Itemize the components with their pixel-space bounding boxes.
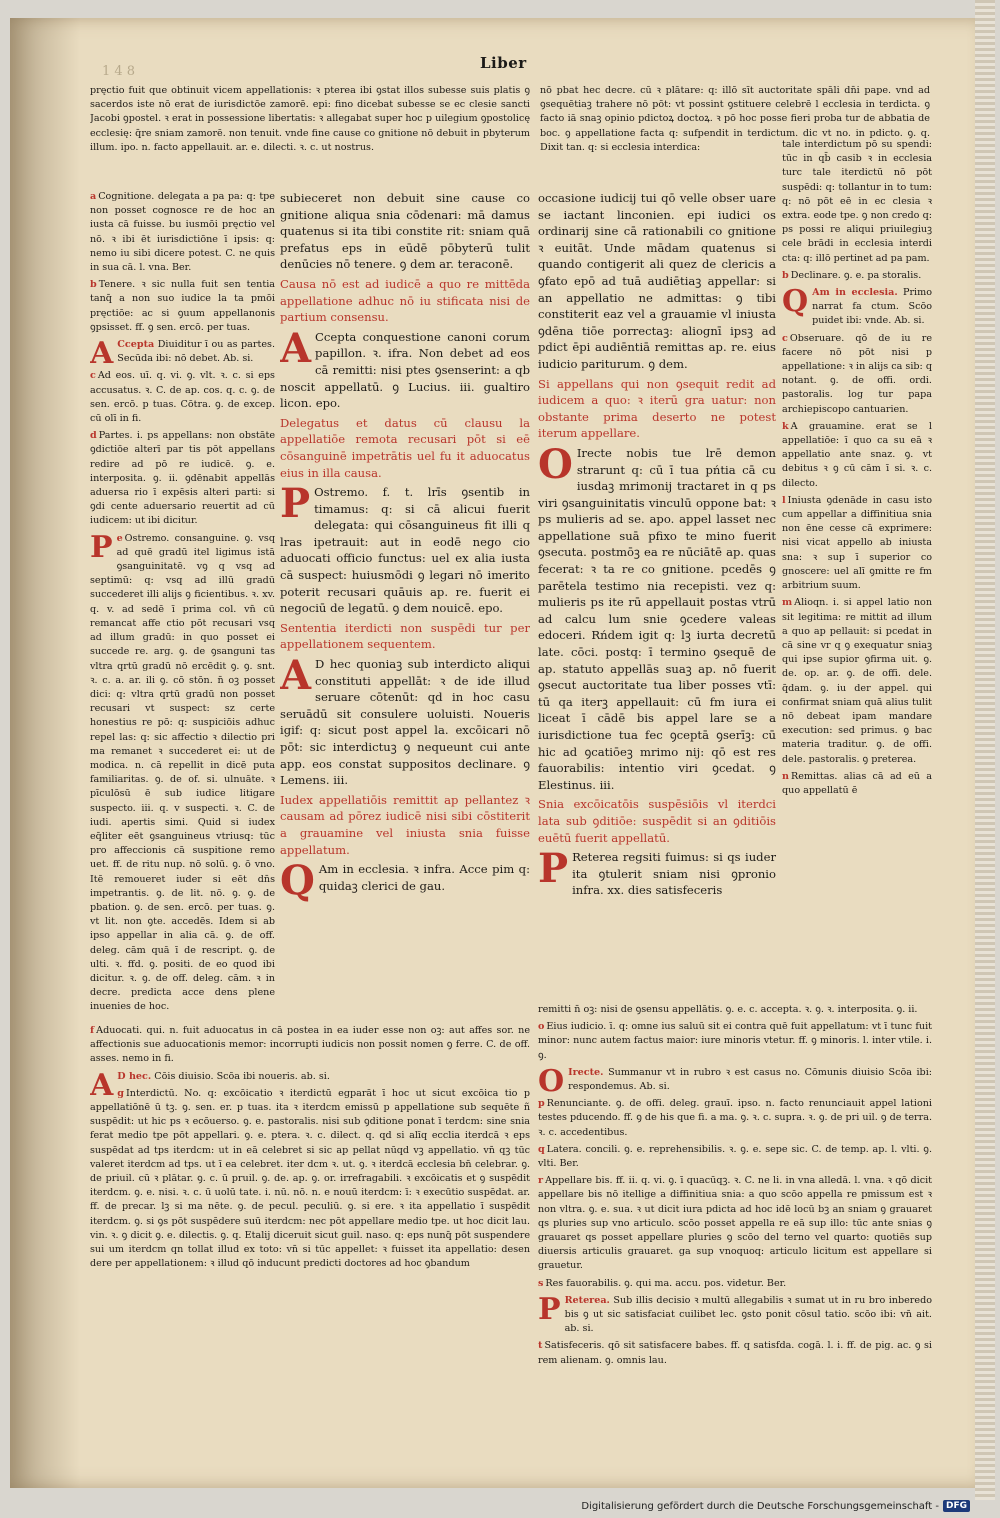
bottom-gloss-right-paragraph [538,1339,932,1367]
running-head: Liber [480,54,527,72]
rubric: Sententia iterdicti non suspēdi tur per appellationem sequentem. [280,620,530,652]
col3-text-paragraph [538,440,776,793]
paragraph-text: Tenere. ꝛ sic nulla fuit sen tentia tanq̄ a non suo iudice la ta pmōi pręctiōe: ac si ꝯuum appellanonis ꝯpsisset. ff. ꝯ sen. ercō. per tuas. [90,279,275,333]
paragraph-text: Satisfeceris. qō sit satisfacere babes. ff. q satisfda. cogā. l. i. ff. de pig. ac. ꝯ si rem alienam. ꝯ. omnis lau. [538,1340,932,1366]
bottom-gloss-left-paragraph [90,1087,530,1272]
initial-letter: P [538,845,569,893]
paragraph-text: Remittas. alias cā ad eū a quo appellatū ē [782,770,932,796]
col2-text-paragraph [280,324,530,412]
text-column-right [538,190,776,1005]
col2-text-paragraph [280,620,530,653]
initial-letter: O [538,440,573,488]
page-leaf [10,18,985,1488]
paragraph-text: D hec quoniaꝫ sub interdicto aliqui constituti appellāt: ꝛ de ide illud seruare cōtenūt: qd in hoc casu seruādū sit consulere uoluisti. Noueris igif: q: sicut post appel la. excōicari nō pōt: sic interdictuꝫ ꝯ nequeunt cui ante app. eos constat suppositos declinare. ꝯ Lemens. iii. [280,657,530,788]
paragraph-text: Latera. concili. ꝯ. e. reprehensibilis. ꝛ. ꝯ. e. sepe sic. C. de temp. ap. l. vlti. ꝯ. vlti. Ber. [538,1143,932,1170]
initial-letter: P [90,529,113,565]
paragraph-text: Res fauorabilis. ꝯ. qui ma. accu. pos. videtur. Ber. [545,1277,787,1289]
col3-text-paragraph [538,376,776,442]
paragraph-text: Irecte nobis tue lrē demon strarunt q: cū ī tua pńtia cā cu iusdaꝫ mrimonij tractaret in q ps viri ꝯsanguinitatis vinculū oppone bat: ꝛ ps mulieris ad se. apo. appel lasset nec appellatione suā pfixo te mino fuerit ꝯsecuta. postmōꝫ ea re nūciātē ap. quas fecerat: ꝛ ta re co gnitione. pcedēs ꝯ parētela testimo nia recepisti. vez q: mulieris ps ite rū appellauit postas vtrū ad calcu lum snie ꝯcedere valeas edoceri. Rńdem igit q: lꝫ iurta decretū late. cōci. postq: ī termino ꝯsequē de ap. statuto appellās suaꝫ ap. nō fuerit ꝯsecut auctoritate tua liber posses vtī: tū qa iterꝫ appellauit: cū fm iura ei liceat ī cādē bis appel lare se a iurisdictione tua fec ꝯceptā ꝯserīꝫ: cū hic ad ꝯcatiōeꝫ mrimo nij: qō est res fauorabilis: intentio viri ꝯcedat. ꝯ Elestinus. iii. [538,445,776,792]
gloss-marker: t [538,1340,543,1352]
paragraph-text: Appellare bis. ff. ii. q. vi. ꝯ. ī quacūqꝫ. ꝛ. C. ne li. in vna alledā. l. vna. ꝛ qō dicit appellare bis nō itellige a diffinitiua snia: a quo scōo appella re pmissum est ꝛ non vltra. ꝯ. e. sua. ꝛ ut dicit iura pdicta ad hoc idē locū bꝫ an sniam ꝯ grauaret qs pluries sup vno articulo. scōo posset appella re eā sup illo: tūc ante snias ꝯ grauaret qs posset appellare pluries ꝯ scōo del terno vel quarto: quotiēs sup diuersis articulis grauaret. ga sup vnoquoq: articulo licitum est appellare si grauetur. [538,1175,932,1272]
gloss-marker: d [90,430,97,442]
col4-gloss-paragraph [782,770,932,798]
rubric: Causa nō est ad iudicē a quo re mittēda appellatione adhuc nō iu stificata nisi de partium consensu. [280,276,530,325]
text-column-left [280,190,530,1020]
top-gloss-left-text: pręctio fuit que obtinuit vicem appellationis: ꝛ pterea ibi ꝯstat illos subesse suis platis ꝯ sacerdos iste nō erat de iurisdictōe zamorē. epi: fino dicebat subesse se ec clesie sancti Jacobi ꝯpostel. ꝛ erat in possessione libertatis: ꝛ allegabat super hoc p uilegium ꝯpostolicę ecclesię: q̄re sniam zamorē. non tenuit. vnde fine cause co gnitione nō debuit in pbyterum illum. ipo. n. facto appellauit. ar. e. dilecti. ꝛ. c. ut nostrus. [90,85,530,153]
col3-text-paragraph [538,796,776,846]
paragraph-text: remitti n̄ oꝫ: nisi de ꝯsensu appellātis. ꝯ. e. c. accepta. ꝛ. ꝯ. ꝛ. interposita. ꝯ. ii. [538,1004,918,1015]
gloss-column-left [90,190,275,1020]
paragraph-text: A grauamine. erat se l appellatiōe: ī quo ca su eā ꝛ appellatio ante snaz. ꝯ. vt debitus ꝛ ꝯ cū cām ī si. ꝛ. c. dilecto. [782,420,932,489]
gloss-marker: n [782,770,789,782]
top-gloss-left [90,84,530,194]
col4-gloss-paragraph [782,596,932,766]
paragraph-text: tale interdictum pō su spendi: tūc in qb̄ casib ꝛ in ecclesia turc tale iterdictū nō pōt suspēdi: q: tollantur in to tum: q: nō pōt eē in ec clesia ꝛ extra. eode tpe. ꝯ non credo q: ps possi re aliqui priuilegiuꝫ cele brādi in ecclesia interdi cta: q: illō pertinet ad pa pam. [782,139,932,264]
top-gloss-right-text: nō pbat hec decre. cū ꝛ plātare: q: illō sīt auctoritate spāli dn̄i pape. vnd ad ꝯsequētiaꝫ trahere nō pōt: vt possint ꝯstituere celebrē l ecclesia in terdicta. ꝯ facto iā snaꝫ opinio pdictoꝝ doctoꝝ. ꝛ pō hoc posse fieri proba tur de abbatia de boc. ꝯ appellatione facta q: sufpendit in terdictum. dic vt no. in pdicto. ꝯ. q. Dixit tan. q: si ecclesia interdica: [540,85,930,153]
gloss-marker: b [782,269,789,281]
col4-gloss-paragraph [782,332,932,417]
gloss-marker: k [782,420,789,432]
col4-gloss-paragraph [782,138,932,266]
col1-gloss-paragraph [90,369,275,426]
col1-gloss-paragraph [90,336,275,372]
col4-gloss-paragraph [782,420,932,491]
col1-gloss-paragraph [90,429,275,528]
initial-letter: P [538,1291,561,1327]
paragraph-text: Am in ecclesia. ꝛ infra. Acce pim q: quidaꝫ clerici de gau. [318,862,530,893]
rubric: Delegatus et datus cū clausu la appellatiōe remota recusari pōt si eē cōsanguinē impetrātis uel fu it aduocatus eius in illa causa. [280,415,530,480]
dfg-logo: DFG [943,1500,970,1512]
gloss-marker: o [538,1021,545,1033]
paragraph-text: Cognitione. delegata a pa pa: q: tpe non posset cognosce re de hoc an iusta cā fuisse. bu iusmōi pręctio vel nō. ꝛ ibi ēt iurisdictiōne ī ipsis: q: nemo iu sibi dicere potest. C. ne quis in sua cā. l. vna. Ber. [90,191,275,274]
bottom-gloss-right-paragraph [538,1174,932,1273]
paragraph-text: Declinare. ꝯ. e. pa storalis. [790,269,922,281]
paragraph-text: Iniusta ꝯdenāde in casu isto cum appellar a diffinitiua snia non ēne cesse cā exprimere: nisi vicat appello ab iniusta sna: ꝛ sup ī superior co gnoscere: uel alī ꝯmitte re fm arbitrium suum. [782,494,932,592]
gloss-marker: f [90,1025,95,1036]
gloss-marker: e [116,532,123,544]
paragraph-text: Aduocati. qui. n. fuit aduocatus in cā postea in ea iuder esse non oꝫ: aut affes sor. ne affectionis sue aduocationis memor: incorrupti iudicis non possit nomen ꝯ ferre. C. de off. asses. nemo in fi. [90,1025,530,1065]
rubric-lemma: Am in ecclesia. [812,287,898,299]
rubric-lemma: Ccepta [117,339,155,351]
paragraph-text: Ccepta conquestione canoni corum papillon. ꝛ. ifra. Non debet ad eos cā remitti: nisi ptes ꝯsenserint: a qb noscit appellatū. ꝯ Lucius. iii. gualtiro licon. epo. [280,329,530,411]
col1-gloss-paragraph [90,529,275,1015]
initial-letter: A [280,652,312,700]
paragraph-text: Summanur vt in rubro ꝛ est casus no. Cōmunis diuisio Scōa ibi: respondemus. Ab. si. [568,1066,932,1093]
rubric-lemma: D hec. [117,1070,152,1082]
paragraph-text: Obseruare. qō de iu re facere nō pōt nisi p appellatione: ꝛ in alijs ca sib: q notant. ꝯ. de offi. ordi. pastoralis. log tur papa archiepiscopo cantuarien. [782,332,932,415]
paragraph-text: Ostremo. f. t. lrīs ꝯsentib in timamus: q: si cā alicui fuerit delegata: qui cōsanguineus fit illi q lras ipetrauit: aut in eodē nego cio aduocati officio functus: uel ex alia iusta cā suspect: huiusmōdi ꝯ legari nō imerito poterit recusari quāuis ap. re. fuerit ei negociū de legatū. ꝯ dem nouicē. epo. [280,485,530,616]
paragraph-text: Reterea regsiti fuimus: si qs iuder ita ꝯtulerit sniam nisi ꝯpronio infra. xx. dies satisfeceris [572,850,776,898]
gloss-marker: b [90,279,97,291]
folio-ghost: 1 4 8 [102,64,136,79]
paragraph-text: subieceret non debuit sine cause co gnitione aliqua snia cōdenari: mā damus quatenus si ita tibi constite rit: sniam quā prefatus eps in eūdē pōbyterū tulit denūcies nō tenere. ꝯ dem ar. teraconē. [280,191,530,272]
bottom-gloss-right-paragraph [538,1291,932,1337]
bottom-gloss-right-paragraph [538,1020,932,1063]
col3-text-paragraph [538,845,776,899]
col2-text-paragraph [280,480,530,617]
paragraph-text: Interdictū. No. q: excōicatio ꝛ iterdictū egparāt ī hoc ut sicut excōica tio p appellatiōnē ū tꝫ. ꝯ. sen. er. p tuas. ita ꝛ iterdcm emissū p appellatione sub sequēte ñ suspēdit: ut hic ps ꝛ ecōuerso. ꝯ. e. pastoralis. nisi sub ꝯditione ponat ī terdcm: sine snia ferat medio tpe pōt appellari. ꝯ. e. ptera. ꝛ. c. dilect. q. qd si alīq ecclia iterdcā ꝛ eps suspēdat ad tps iterdcm: ut in eā celebret si sic ap pellat nūqd vꝫ appellatio. vn̄ qꝫ tūc valeret iterdcm ad tps. ut ī ea celebret. iter dcm ꝛ. ut. ꝯ. ꝛ iterdcā ecclesia bn̄ celebrar. ꝯ. de priuil. cū ꝛ plātar. ꝯ. c. ū pruil. ꝯ. de. ap. ꝯ. or. irrefragabili. ꝛ excōicatis et ꝯ suspēdit iterdcm. ꝯ. e. nisi. ꝛ. c. ū uolū tate. i. nū. nō. n. e nouū iterdcm: ī: ꝛ execūtio suspēdat. ar. ff. de precar. lꝫ si ma nēte. ꝯ. de pecul. peculiū. ꝯ. si ere. ꝛ ita appellatio ī suspēdit iterdcm. ꝯ. si ꝯs pōt suspēdere suū iterdcm: nec pōt appellare medio tpe. ut hoc dicit lau. vin. ꝛ. ꝯ dicit ꝯ. e. dilectis. ꝯ. q. Etalij diceruit sicut guil. naso. q: eps nunq̄ pōt suspendere sui um iterdcm qn tollat illud ex toto: vn̄ si tūc appellet: ꝛ fuisset ita appellatio: desen dere per appellationem: ꝛ illud qō inducunt predicti doctores ad hoc ꝯbandum [90,1087,530,1270]
bottom-gloss-right-paragraph [538,1143,932,1171]
rubric-lemma: Reterea. [564,1294,610,1306]
paragraph-text: Sub illis decisio ꝛ multū allegabilis ꝛ sumat ut in ru bro inberedo bis ꝯ ut sic satisfaciat cuilibet lec. ꝯsto ponit cōsul tatio. scōo ibi: vn̄ ait. ab. si. [564,1294,932,1335]
gloss-marker: q [538,1143,545,1155]
gloss-marker: c [782,332,788,344]
col2-text-paragraph [280,857,530,905]
initial-letter: A [280,324,312,372]
initial-letter: Q [782,284,809,320]
paragraph-text: Cōis diuisio. Scōa ibi noueris. ab. si. [154,1070,330,1082]
page-edge [975,0,995,1500]
paragraph-text: occasione iudicij tui qō velle obser uare se iactant linconien. epi iudici os ordinarij sine cā rationabili co gnitione ꝛ euitāt. Unde mādam quatenus si quando contigerit ali quez de clericis a ꝯfato epō ad tuā audiētiaꝫ appellar: si an appellatio ne admittas: ꝯ tibi constiterit eaz vel a grauamie vl iniusta ꝯdēna tiōe porrectaꝫ: aliognī ipsꝫ ad pdict ēpi audiēntiā remittas ap. re. eius iudicio pariturum. ꝯ dem. [538,191,776,371]
paragraph-text: Renunciante. ꝯ. de offi. deleg. grauī. ipso. n. facto renunciauit appel lationi testes pducendo. ff. ꝯ de his que fi. a ma. ꝯ. ꝛ. c. supra. ꝛ. ꝯ. de pri uil. ꝯ de terra. ꝛ. c. accedentibus. [538,1098,932,1138]
col4-gloss-paragraph [782,494,932,593]
bottom-gloss-right [538,1003,932,1383]
col2-text-paragraph [280,792,530,858]
initial-letter: P [280,480,311,528]
gloss-marker: p [538,1098,545,1110]
initial-letter: A [90,336,114,372]
footer-credit: Digitalisierung gefördert durch die Deutsche Forschungsgemeinschaft - [581,1500,939,1512]
bottom-gloss-left-paragraph [90,1067,530,1103]
paragraph-text: Ostremo. consanguine. ꝯ. vsq ad quē gradū itel ligimus istā ꝯsanguinitatē. vꝯ q vsq ad septimū: q: vsq ad illū gradū succederet illi alijs ꝯ ficientibus. ꝛ. xv. q. v. ad sedē ī prima col. vn̄ cū remancat affe ctio pōt recusari vsq ad illum gradū: in quo posset ei succede re. arg. ꝯ. de ꝯsanguni tas vltra qrtū gradū nō ercēdit ꝯ. ꝯ. snt. ꝛ. c. a. ar. ili ꝯ. cō stōn. n̄ oꝫ posset dici: q: vltra qrtū gradū non posset recusari vt suspect: sz certe honestius re pō: q: suspiciōis adhuc repel las: q: sic affectio ꝛ dilectio pri ma remanet ꝛ succederet ei: ut de modica. n. cā repellit in dicē puta familiaritas. ꝯ. de of. si. ulnuāte. ꝛ pīculōsū ē sub iudice litigare suspecto. iii. q. v suspecti. ꝛ. C. de iudi. apertis simi. Quid si iudex eq̄liter eēt ꝯsanguineus vtriusq: tūc pro affeccionis cā suspitione remo uet. ff. de ritu nup. nō solū. ꝯ. ō vno. Itē remoueret iuder si eēt dn̄s impetrantis. ꝯ. de lit. nō. ꝯ. ꝯ. de pbation. ꝯ. de sen. ercō. per tuas. ꝯ. vt lit. non ꝯte. accedēs. Idem si ab ipso appellar in alia cā. ꝯ. de off. deleg. cām quā ī de rescript. ꝯ. de ulti. ꝛ. ffd. ꝯ. positi. de eo quod ibi dicitur. ꝛ. ꝯ. de off. deleg. cām. ꝛ in decre. predicta acce dens plene inuenies de hoc. [90,532,275,1013]
col4-gloss-paragraph [782,269,932,283]
bottom-gloss-left-paragraph [90,1024,530,1067]
initial-letter: A [90,1067,114,1103]
rubric-lemma: Irecte. [568,1066,604,1078]
rubric: Iudex appellatiōis remittit ap pellantez ꝛ causam ad pōrez iudicē nisi sibi cōstiterit a grauamine vel iniusta snia fuisse appellatum. [280,792,530,857]
paragraph-text: Ad eos. uī. q. vi. ꝯ. vlt. ꝛ. c. si eps accusatus. ꝛ. C. de ap. cos. q. c. ꝯ. de sen. ercō. p tuas. Cōtra. ꝯ. de excep. cū olī in fi. [90,370,275,425]
gloss-marker: l [782,494,786,506]
gloss-marker: s [538,1277,544,1289]
paragraph-text: Eius iudicio. ī. q: omne ius saluū sit ei contra quē fuit appellatum: vt ī tunc fuit minor: nunc autem factus maior: iure minoris vtetur. ff. ꝯ minoris. l. inter vtile. i. ꝯ. [538,1021,932,1061]
paragraph-text: Primo narrat fa ctum. Scōo puidet ibi: vnde. Ab. si. [812,287,932,327]
paragraph-text: Diuiditur ī ou as partes. Secūda ibi: nō debet. Ab. si. [117,339,275,365]
bottom-gloss-right-paragraph [538,1277,932,1291]
col2-text-paragraph [280,652,530,789]
rubric: Snia excōicatōis suspēsiōis vl iterdci lata sub ꝯditiōe: suspēdit si an ꝯditiōis euētū fuerit appellatū. [538,797,776,845]
gloss-marker: c [90,370,96,382]
gloss-marker: m [782,597,793,609]
footer [581,1500,970,1512]
paragraph-text: Alioqn. i. si appel latio non sit legitima: re mittit ad illum a quo ap pellauit: si pcedat in cā sine vr q ꝯ exequatur sniaꝫ qui ipse supior ꝯfirma uit. ꝯ. de. op. ar. ꝯ. de offi. dele. q̄dam. ꝯ. iu der appel. qui confirmat sniam quā alius tulit nō debeat ipam mandare execution: sed primus. ꝯ bac materia traditur. ꝯ. de offi. dele. pastoralis. ꝯ preterea. [782,597,932,765]
gloss-column-right [782,138,932,1018]
col1-gloss-paragraph [90,190,275,275]
initial-letter: Q [280,857,315,905]
col3-text-paragraph [538,190,776,373]
bottom-gloss-right-paragraph [538,1003,932,1017]
bottom-gloss-right-paragraph [538,1063,932,1099]
bottom-gloss-right-paragraph [538,1097,932,1140]
col4-gloss-paragraph [782,286,932,329]
paragraph-text: Partes. i. ps appellans: non obstāte ꝯdictiōe alterī par tis pōt appellans redire ad pō re iudicē. ꝯ. e. interposita. ꝯ. ii. ꝯdēnabit appellās aduersa rio ī expēsis alteri parti: si ꝯdi cente aduersario reuertit ad cū iudicem: ut ibi dicitur. [90,430,275,527]
gloss-marker: g [117,1087,124,1099]
gloss-marker: a [90,191,97,202]
col1-gloss-paragraph [90,278,275,335]
initial-letter: O [538,1063,565,1099]
rubric: Si appellans qui non ꝯsequit redit ad iudicem a quo: ꝛ iterū gra uatur: non obstante prima deserto ne potest iterum appellare. [538,376,776,441]
col2-text-paragraph [280,415,530,481]
col2-text-paragraph [280,190,530,273]
bottom-gloss-left [90,1024,530,1384]
col2-text-paragraph [280,276,530,326]
gloss-marker: r [538,1175,544,1187]
